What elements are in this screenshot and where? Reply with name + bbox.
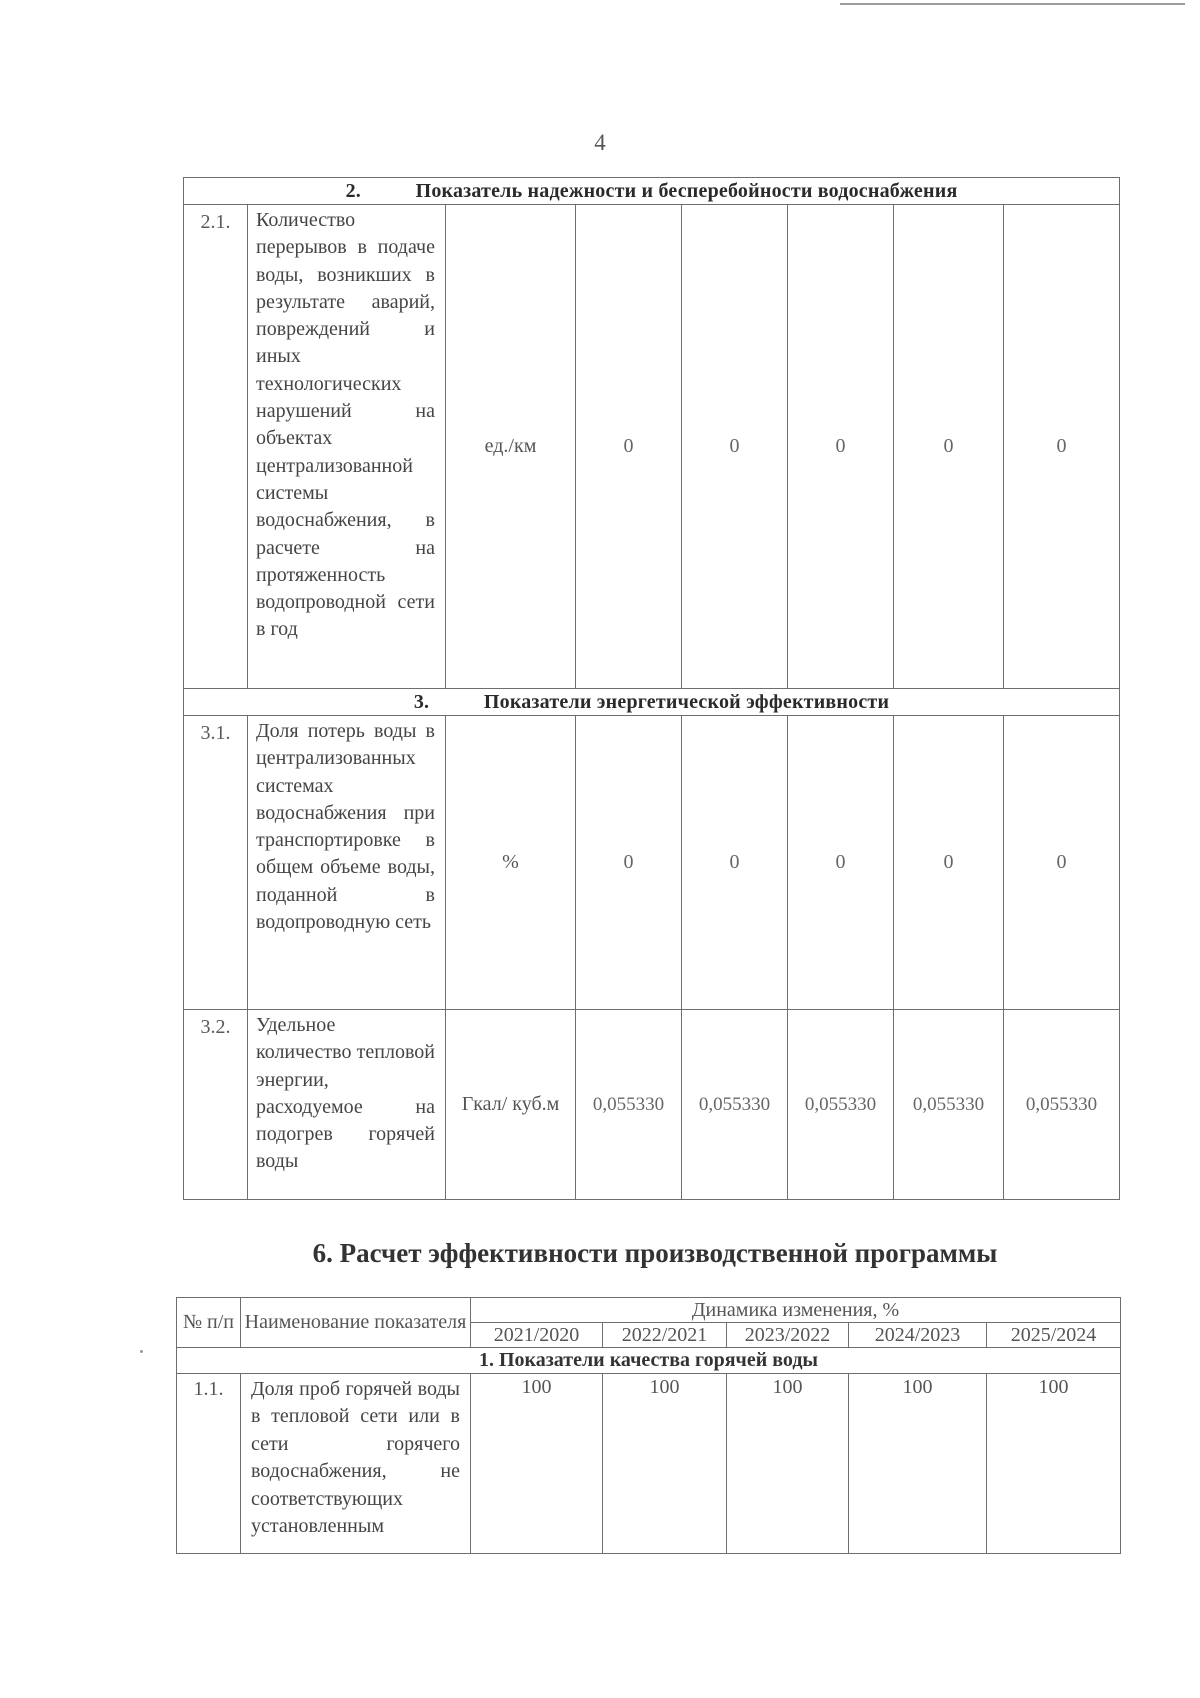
table-row: [177, 1374, 1121, 1554]
table-row: [184, 1010, 1120, 1200]
value-cell: 0,055330: [894, 1010, 1004, 1200]
value-cell: 0: [1004, 716, 1120, 1010]
section-header: 1. Показатели качества горячей воды: [177, 1348, 1121, 1374]
unit-cell: Гкал/ куб.м: [446, 1010, 576, 1200]
section-row: [177, 1348, 1121, 1374]
value-cell: 0: [576, 716, 682, 1010]
unit-cell: ед./км: [446, 205, 576, 689]
value-cell: 0: [788, 205, 894, 689]
value-cell: 0,055330: [788, 1010, 894, 1200]
value-cell: 0: [894, 205, 1004, 689]
row-number: 1.1.: [177, 1374, 241, 1554]
page-number: 4: [594, 130, 606, 155]
indicator-name: Количество перерывов в подаче воды, возникших в результате аварий, повреждений и иных технологических нарушений на объектах централизованной системы водоснабжения, в расчете на протяженность водопроводной сети в год: [248, 205, 446, 689]
value-cell: 0: [788, 716, 894, 1010]
value-cell: 0,055330: [682, 1010, 788, 1200]
section-row: [184, 689, 1120, 716]
row-number: 2.1.: [184, 205, 248, 689]
unit-cell: %: [446, 716, 576, 1010]
value-cell: 100: [987, 1374, 1121, 1554]
value-cell: 0: [1004, 205, 1120, 689]
year-header: 2025/2024: [987, 1323, 1121, 1348]
value-cell: 100: [603, 1374, 727, 1554]
value-cell: 0,055330: [576, 1010, 682, 1200]
table-row: [184, 716, 1120, 1010]
value-cell: 100: [727, 1374, 849, 1554]
year-header: 2023/2022: [727, 1323, 849, 1348]
indicators-table: [183, 177, 1120, 1200]
dynamics-header: Динамика изменения, %: [471, 1298, 1121, 1323]
efficiency-table: [176, 1297, 1121, 1554]
indicator-name: Доля проб горячей воды в тепловой сети или в сети горячего водоснабжения, не соответствующих установленным: [241, 1374, 471, 1554]
col-name-header: Наименование показателя: [241, 1298, 471, 1348]
indicator-name: Доля потерь воды в централизованных системах водоснабжения при транспортировке в общем объеме воды, поданной в водопроводную сеть: [248, 716, 446, 1010]
value-cell: 100: [849, 1374, 987, 1554]
year-header: 2021/2020: [471, 1323, 603, 1348]
col-number-header: № п/п: [177, 1298, 241, 1348]
top-edge-line: [840, 3, 1185, 5]
value-cell: 100: [471, 1374, 603, 1554]
header-row: [177, 1298, 1121, 1323]
row-number: 3.2.: [184, 1010, 248, 1200]
section-heading: 6. Расчет эффективности производственной программы: [312, 1238, 998, 1268]
section-header: 3. Показатели энергетической эффективности: [184, 689, 1120, 716]
value-cell: 0,055330: [1004, 1010, 1120, 1200]
value-cell: 0: [682, 716, 788, 1010]
value-cell: 0: [682, 205, 788, 689]
value-cell: 0: [576, 205, 682, 689]
scan-speck: [140, 1350, 143, 1353]
table-row: [184, 205, 1120, 689]
year-header: 2022/2021: [603, 1323, 727, 1348]
row-number: 3.1.: [184, 716, 248, 1010]
section-row: [184, 178, 1120, 205]
value-cell: 0: [894, 716, 1004, 1010]
year-header: 2024/2023: [849, 1323, 987, 1348]
indicator-name: Удельное количество тепловой энергии, расходуемое на подогрев горячей воды: [248, 1010, 446, 1200]
section-header: 2. Показатель надежности и бесперебойности водоснабжения: [184, 178, 1120, 205]
